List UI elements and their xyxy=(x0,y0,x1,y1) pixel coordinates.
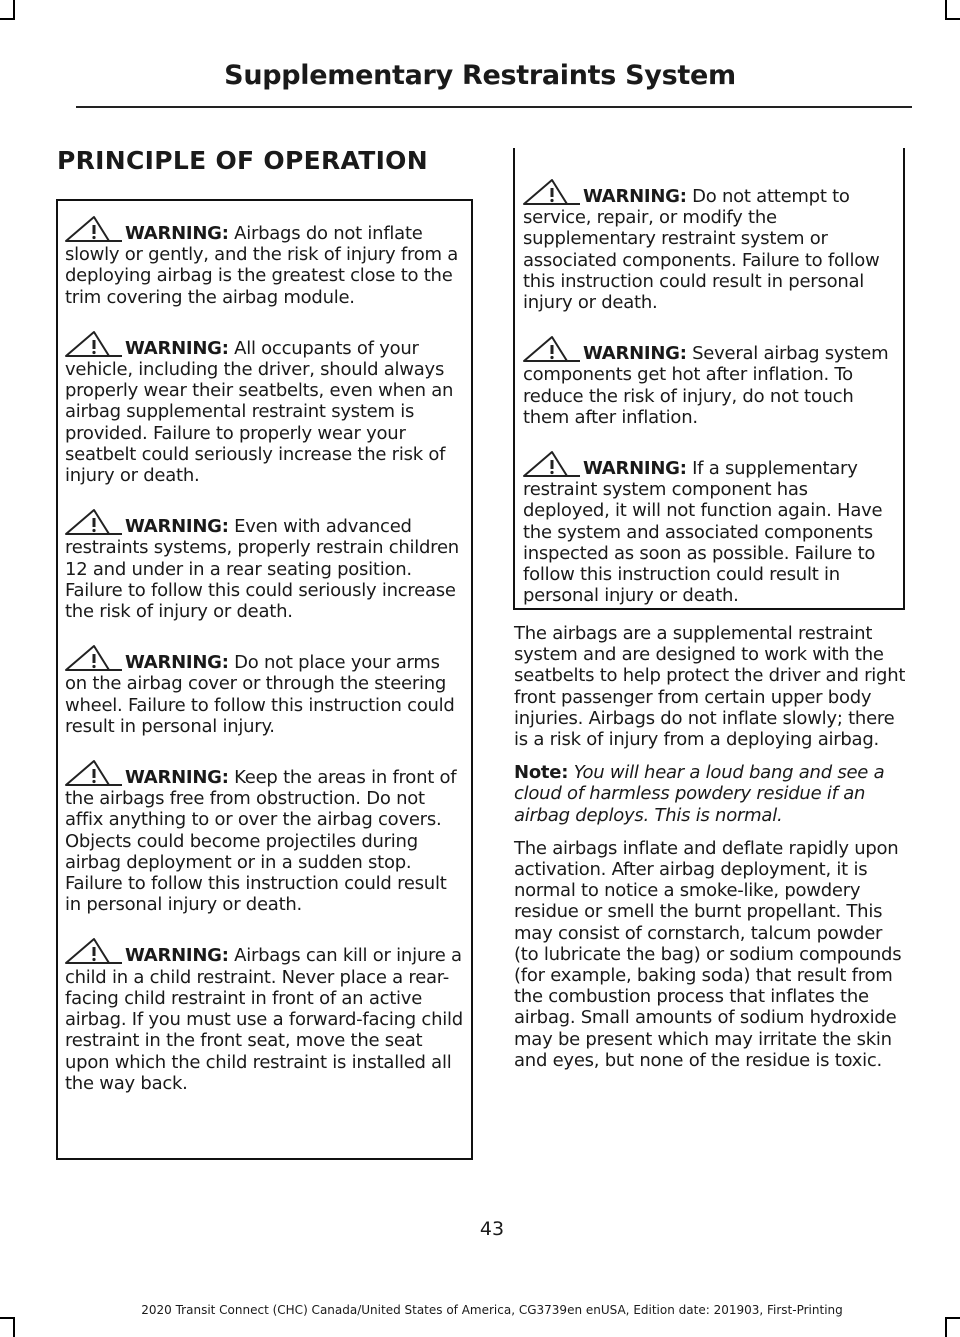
note-label: Note: xyxy=(514,762,569,784)
warning-label: WARNING: xyxy=(125,652,229,674)
crop-mark xyxy=(945,0,947,20)
warning-label: WARNING: xyxy=(125,223,229,244)
crop-mark xyxy=(13,1317,15,1337)
warning-item xyxy=(65,644,463,737)
crop-mark xyxy=(945,18,960,20)
warning-label: WARNING: xyxy=(583,343,687,365)
warning-text: Do not place your arms on the airbag cover or through the steering wheel. Failure to follow this instruction could result in personal injury. xyxy=(65,652,455,737)
warning-triangle-icon xyxy=(65,508,123,536)
warning-label: WARNING: xyxy=(125,767,229,789)
warning-label: WARNING: xyxy=(583,186,687,207)
warning-label: WARNING: xyxy=(125,516,229,538)
warning-label: WARNING: xyxy=(583,458,687,480)
warning-triangle-icon xyxy=(523,450,581,478)
warning-text: Airbags do not inflate slowly or gently, and the risk of injury from a deploying airbag is the greatest close to the trim covering the airbag module. xyxy=(65,223,459,308)
note-text: You will hear a loud bang and see a cloud of harmless powdery residue if an airbag deploys. This is normal. xyxy=(514,762,885,826)
warning-text: Do not attempt to service, repair, or modify the supplementary restraint system or associated components. Failure to follow this instruction could result in personal injury or death. xyxy=(523,186,880,314)
warning-label: WARNING: xyxy=(125,945,229,967)
crop-mark xyxy=(13,0,15,20)
warning-item xyxy=(65,215,463,308)
warning-label: WARNING: xyxy=(125,337,229,359)
body-text xyxy=(514,623,910,1083)
warning-text: If a supplementary restraint system component has deployed, it will not function again. Have the system and associated components inspected as soon as possible. Failure to follow this instruction could result in personal injury or death. xyxy=(523,458,883,607)
warning-item xyxy=(523,335,897,428)
warning-triangle-icon xyxy=(65,644,123,672)
crop-mark xyxy=(945,1317,960,1319)
page-number: 43 xyxy=(479,1218,505,1240)
warning-text: Keep the areas in front of the airbags free from obstruction. Do not affix anything to or over the airbag covers. Objects could become projectiles during airbag deployment or in a sudden stop. Failure to follow this instruction could result in personal injury or death. xyxy=(65,767,457,916)
body-paragraph: The airbags inflate and deflate rapidly upon activation. After airbag deployment, it is normal to notice a smoke-like, powdery residue or smell the burnt propellant. This may consist of cornstarch, talcum powder (to lubricate the bag) or sodium compounds (for example, baking soda) that result from the combustion process that inflates the airbag. Small amounts of sodium hydroxide may be present which may irritate the skin and eyes, but none of the residue is toxic. xyxy=(514,837,902,1071)
page-footer: 2020 Transit Connect (CHC) Canada/United States of America, CG3739en enUSA, Edition date: 201903, First-Printing xyxy=(141,1303,843,1317)
warning-item xyxy=(65,759,463,915)
warning-item xyxy=(523,178,897,313)
header-divider xyxy=(76,106,912,108)
warning-item xyxy=(65,937,463,1093)
warning-triangle-icon xyxy=(65,215,123,243)
section-title: PRINCIPLE OF OPERATION xyxy=(57,146,428,175)
note xyxy=(514,762,910,826)
warning-triangle-icon xyxy=(523,178,581,206)
warning-text: Several airbag system components get hot after inflation. To reduce the risk of injury, do not touch them after inflation. xyxy=(523,343,889,428)
warning-item xyxy=(65,508,463,622)
warning-text: Even with advanced restraints systems, properly restrain children 12 and under in a rear seating position. Failure to follow this could seriously increase the risk of injury or death. xyxy=(65,516,459,623)
crop-mark xyxy=(0,18,15,20)
warning-text: Airbags can kill or injure a child in a child restraint. Never place a rear-facing child restraint in front of an active airbag. If you must use a forward-facing child restraint in the front seat, move the seat upon which the child restraint is installed all the way back. xyxy=(65,945,463,1094)
warning-triangle-icon xyxy=(65,330,123,358)
warning-triangle-icon xyxy=(523,335,581,363)
page-header-title: Supplementary Restraints System xyxy=(224,60,736,91)
right-warning-box xyxy=(513,148,905,610)
warning-item xyxy=(65,330,463,486)
body-paragraph: The airbags are a supplemental restraint system and are designed to work with the seatbelts to help protect the driver and right front passenger from certain upper body injuries. Airbags do not inflate slowly; there is a risk of injury from a deploying airbag. xyxy=(514,623,906,751)
warning-triangle-icon xyxy=(65,937,123,965)
left-warning-box xyxy=(56,199,473,1160)
crop-mark xyxy=(0,1317,15,1319)
warning-text: All occupants of your vehicle, including the driver, should always properly wear their seatbelts, even when an airbag supplemental restraint system is provided. Failure to properly wear your seatbelt could seriously increase the risk of injury or death. xyxy=(65,337,454,487)
crop-mark xyxy=(945,1317,947,1337)
warning-triangle-icon xyxy=(65,759,123,787)
warning-item xyxy=(523,450,897,606)
